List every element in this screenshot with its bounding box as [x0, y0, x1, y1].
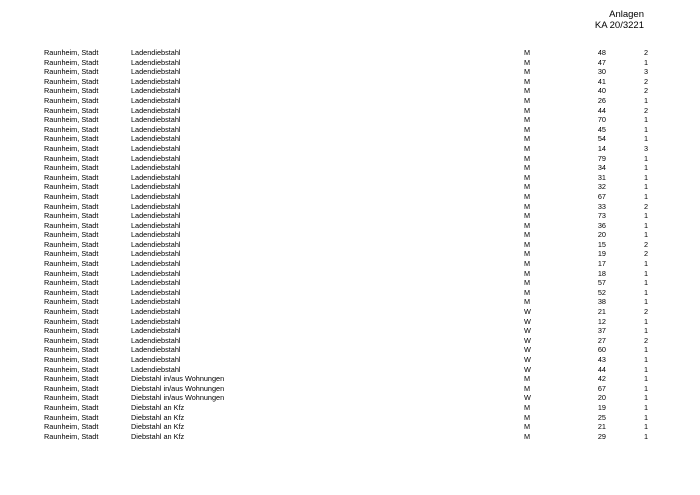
table-row [44, 211, 648, 221]
table-row [44, 365, 648, 375]
municipality-cell: Raunheim, Stadt [44, 364, 99, 374]
count-cell: 2 [643, 105, 648, 115]
sex-cell: M [524, 143, 531, 153]
age-cell: 73 [597, 211, 606, 221]
count-cell: 1 [643, 134, 648, 144]
table-row [44, 221, 648, 231]
offense-cell: Diebstahl an Kfz [131, 412, 185, 422]
sex-cell: W [524, 307, 531, 317]
municipality-cell: Raunheim, Stadt [44, 230, 99, 240]
offense-cell: Ladendiebstahl [131, 230, 181, 240]
offense-cell: Diebstahl in/aus Wohnungen [131, 374, 225, 384]
count-cell: 1 [643, 402, 648, 412]
table-row [44, 393, 648, 403]
offense-cell: Diebstahl in/aus Wohnungen [131, 393, 225, 403]
count-cell: 1 [643, 172, 648, 182]
sex-cell: M [524, 220, 531, 230]
age-cell: 31 [597, 172, 606, 182]
table-row [44, 115, 648, 125]
age-cell: 60 [597, 345, 606, 355]
age-cell: 14 [597, 143, 606, 153]
sex-cell: M [524, 249, 531, 259]
municipality-cell: Raunheim, Stadt [44, 316, 99, 326]
offense-cell: Ladendiebstahl [131, 57, 181, 67]
age-cell: 19 [597, 402, 606, 412]
table-row [44, 106, 648, 116]
offense-cell: Ladendiebstahl [131, 211, 181, 221]
sex-cell: M [524, 402, 531, 412]
table-row [44, 278, 648, 288]
count-cell: 1 [643, 211, 648, 221]
count-cell: 1 [643, 383, 648, 393]
offense-table [44, 48, 648, 441]
offense-cell: Ladendiebstahl [131, 76, 181, 86]
age-cell: 33 [597, 201, 606, 211]
offense-cell: Ladendiebstahl [131, 249, 181, 259]
count-cell: 2 [643, 307, 648, 317]
count-cell: 1 [643, 115, 648, 125]
age-cell: 70 [597, 115, 606, 125]
sex-cell: M [524, 163, 531, 173]
age-cell: 15 [597, 239, 606, 249]
age-cell: 67 [597, 191, 606, 201]
age-cell: 48 [597, 48, 606, 57]
table-row [44, 144, 648, 154]
offense-cell: Diebstahl in/aus Wohnungen [131, 383, 225, 393]
table-row [44, 58, 648, 68]
municipality-cell: Raunheim, Stadt [44, 48, 99, 57]
count-cell: 2 [643, 86, 648, 96]
offense-cell: Ladendiebstahl [131, 115, 181, 125]
count-cell: 1 [643, 287, 648, 297]
offense-cell: Ladendiebstahl [131, 143, 181, 153]
offense-cell: Ladendiebstahl [131, 278, 181, 288]
table-row [44, 384, 648, 394]
municipality-cell: Raunheim, Stadt [44, 239, 99, 249]
sex-cell: M [524, 95, 531, 105]
sex-cell: M [524, 230, 531, 240]
municipality-cell: Raunheim, Stadt [44, 143, 99, 153]
municipality-cell: Raunheim, Stadt [44, 335, 99, 345]
municipality-cell: Raunheim, Stadt [44, 383, 99, 393]
table-row [44, 326, 648, 336]
sex-cell: M [524, 67, 531, 77]
table-row [44, 230, 648, 240]
count-cell: 1 [643, 182, 648, 192]
age-cell: 27 [597, 335, 606, 345]
age-cell: 30 [597, 67, 606, 77]
table-row [44, 77, 648, 87]
count-cell: 1 [643, 230, 648, 240]
sex-cell: M [524, 239, 531, 249]
age-cell: 20 [597, 230, 606, 240]
count-cell: 1 [643, 422, 648, 432]
municipality-cell: Raunheim, Stadt [44, 297, 99, 307]
count-cell: 1 [643, 124, 648, 134]
municipality-cell: Raunheim, Stadt [44, 57, 99, 67]
sex-cell: M [524, 134, 531, 144]
sex-cell: M [524, 57, 531, 67]
count-cell: 1 [643, 95, 648, 105]
sex-cell: M [524, 76, 531, 86]
table-row [44, 288, 648, 298]
offense-cell: Diebstahl an Kfz [131, 431, 185, 441]
table-row [44, 403, 648, 413]
count-cell: 1 [643, 345, 648, 355]
age-cell: 52 [597, 287, 606, 297]
sex-cell: M [524, 268, 531, 278]
municipality-cell: Raunheim, Stadt [44, 220, 99, 230]
count-cell: 3 [643, 67, 648, 77]
count-cell: 1 [643, 163, 648, 173]
table-row [44, 67, 648, 77]
age-cell: 41 [597, 76, 606, 86]
table-row [44, 173, 648, 183]
offense-cell: Ladendiebstahl [131, 297, 181, 307]
offense-cell: Diebstahl an Kfz [131, 402, 185, 412]
age-cell: 42 [597, 374, 606, 384]
count-cell: 2 [643, 249, 648, 259]
sex-cell: M [524, 412, 531, 422]
municipality-cell: Raunheim, Stadt [44, 374, 99, 384]
table-row [44, 307, 648, 317]
offense-cell: Ladendiebstahl [131, 316, 181, 326]
age-cell: 26 [597, 95, 606, 105]
sex-cell: M [524, 105, 531, 115]
municipality-cell: Raunheim, Stadt [44, 345, 99, 355]
municipality-cell: Raunheim, Stadt [44, 259, 99, 269]
offense-cell: Ladendiebstahl [131, 105, 181, 115]
count-cell: 2 [643, 76, 648, 86]
municipality-cell: Raunheim, Stadt [44, 201, 99, 211]
offense-table-body [44, 48, 648, 441]
age-cell: 37 [597, 326, 606, 336]
offense-cell: Ladendiebstahl [131, 48, 181, 57]
sex-cell: M [524, 124, 531, 134]
table-row [44, 125, 648, 135]
municipality-cell: Raunheim, Stadt [44, 287, 99, 297]
sex-cell: M [524, 374, 531, 384]
count-cell: 2 [643, 335, 648, 345]
age-cell: 21 [597, 422, 606, 432]
age-cell: 32 [597, 182, 606, 192]
count-cell: 1 [643, 278, 648, 288]
count-cell: 1 [643, 268, 648, 278]
offense-cell: Ladendiebstahl [131, 153, 181, 163]
age-cell: 47 [597, 57, 606, 67]
count-cell: 1 [643, 355, 648, 364]
sex-cell: M [524, 172, 531, 182]
count-cell: 1 [643, 297, 648, 307]
table-row [44, 259, 648, 269]
age-cell: 45 [597, 124, 606, 134]
sex-cell: M [524, 211, 531, 221]
count-cell: 1 [643, 191, 648, 201]
age-cell: 67 [597, 383, 606, 393]
sex-cell: W [524, 345, 531, 355]
age-cell: 12 [597, 316, 606, 326]
offense-cell: Ladendiebstahl [131, 220, 181, 230]
municipality-cell: Raunheim, Stadt [44, 191, 99, 201]
sex-cell: W [524, 364, 531, 374]
sex-cell: M [524, 431, 531, 441]
document-header [595, 9, 644, 31]
municipality-cell: Raunheim, Stadt [44, 355, 99, 364]
count-cell: 2 [643, 239, 648, 249]
municipality-cell: Raunheim, Stadt [44, 412, 99, 422]
municipality-cell: Raunheim, Stadt [44, 211, 99, 221]
municipality-cell: Raunheim, Stadt [44, 163, 99, 173]
sex-cell: M [524, 422, 531, 432]
municipality-cell: Raunheim, Stadt [44, 402, 99, 412]
sex-cell: M [524, 259, 531, 269]
age-cell: 25 [597, 412, 606, 422]
offense-cell: Ladendiebstahl [131, 201, 181, 211]
age-cell: 54 [597, 134, 606, 144]
table-row [44, 413, 648, 423]
age-cell: 79 [597, 153, 606, 163]
table-row [44, 192, 648, 202]
municipality-cell: Raunheim, Stadt [44, 172, 99, 182]
offense-cell: Ladendiebstahl [131, 182, 181, 192]
table-row [44, 345, 648, 355]
count-cell: 1 [643, 57, 648, 67]
age-cell: 44 [597, 364, 606, 374]
sex-cell: M [524, 115, 531, 125]
municipality-cell: Raunheim, Stadt [44, 124, 99, 134]
offense-cell: Ladendiebstahl [131, 268, 181, 278]
offense-cell: Ladendiebstahl [131, 163, 181, 173]
table-row [44, 48, 648, 58]
age-cell: 36 [597, 220, 606, 230]
age-cell: 29 [597, 431, 606, 441]
table-row [44, 240, 648, 250]
offense-cell: Ladendiebstahl [131, 345, 181, 355]
header-annex-label: Anlagen [609, 9, 644, 20]
table-row [44, 297, 648, 307]
offense-cell: Ladendiebstahl [131, 191, 181, 201]
offense-cell: Ladendiebstahl [131, 239, 181, 249]
sex-cell: W [524, 355, 531, 364]
offense-cell: Ladendiebstahl [131, 67, 181, 77]
offense-cell: Ladendiebstahl [131, 86, 181, 96]
offense-cell: Ladendiebstahl [131, 326, 181, 336]
count-cell: 1 [643, 220, 648, 230]
municipality-cell: Raunheim, Stadt [44, 95, 99, 105]
count-cell: 1 [643, 259, 648, 269]
table-row [44, 202, 648, 212]
count-cell: 1 [643, 412, 648, 422]
count-cell: 1 [643, 326, 648, 336]
offense-cell: Ladendiebstahl [131, 307, 181, 317]
table-row [44, 374, 648, 384]
age-cell: 38 [597, 297, 606, 307]
count-cell: 3 [643, 143, 648, 153]
municipality-cell: Raunheim, Stadt [44, 268, 99, 278]
sex-cell: M [524, 86, 531, 96]
age-cell: 18 [597, 268, 606, 278]
sex-cell: M [524, 287, 531, 297]
municipality-cell: Raunheim, Stadt [44, 76, 99, 86]
table-row [44, 86, 648, 96]
municipality-cell: Raunheim, Stadt [44, 115, 99, 125]
age-cell: 43 [597, 355, 606, 364]
sex-cell: W [524, 393, 531, 403]
offense-cell: Ladendiebstahl [131, 287, 181, 297]
sex-cell: M [524, 191, 531, 201]
count-cell: 1 [643, 374, 648, 384]
municipality-cell: Raunheim, Stadt [44, 307, 99, 317]
age-cell: 17 [597, 259, 606, 269]
municipality-cell: Raunheim, Stadt [44, 67, 99, 77]
sex-cell: M [524, 153, 531, 163]
table-row [44, 134, 648, 144]
table-row [44, 163, 648, 173]
sex-cell: W [524, 326, 531, 336]
count-cell: 1 [643, 431, 648, 441]
table-row [44, 355, 648, 365]
municipality-cell: Raunheim, Stadt [44, 105, 99, 115]
offense-cell: Ladendiebstahl [131, 259, 181, 269]
offense-cell: Diebstahl an Kfz [131, 422, 185, 432]
offense-cell: Ladendiebstahl [131, 355, 181, 364]
municipality-cell: Raunheim, Stadt [44, 182, 99, 192]
sex-cell: M [524, 383, 531, 393]
age-cell: 34 [597, 163, 606, 173]
table-row [44, 269, 648, 279]
age-cell: 19 [597, 249, 606, 259]
age-cell: 20 [597, 393, 606, 403]
count-cell: 1 [643, 316, 648, 326]
age-cell: 44 [597, 105, 606, 115]
count-cell: 1 [643, 364, 648, 374]
count-cell: 2 [643, 48, 648, 57]
age-cell: 57 [597, 278, 606, 288]
table-row [44, 432, 648, 442]
municipality-cell: Raunheim, Stadt [44, 134, 99, 144]
sex-cell: M [524, 201, 531, 211]
offense-cell: Ladendiebstahl [131, 172, 181, 182]
municipality-cell: Raunheim, Stadt [44, 86, 99, 96]
offense-cell: Ladendiebstahl [131, 124, 181, 134]
municipality-cell: Raunheim, Stadt [44, 278, 99, 288]
table-row [44, 422, 648, 432]
table-row [44, 317, 648, 327]
municipality-cell: Raunheim, Stadt [44, 153, 99, 163]
sex-cell: M [524, 48, 531, 57]
sex-cell: M [524, 182, 531, 192]
sex-cell: M [524, 278, 531, 288]
municipality-cell: Raunheim, Stadt [44, 326, 99, 336]
count-cell: 1 [643, 153, 648, 163]
sex-cell: W [524, 335, 531, 345]
age-cell: 40 [597, 86, 606, 96]
count-cell: 1 [643, 393, 648, 403]
table-row [44, 249, 648, 259]
header-document-number: KA 20/3221 [594, 20, 644, 31]
count-cell: 2 [643, 201, 648, 211]
offense-cell: Ladendiebstahl [131, 134, 181, 144]
offense-cell: Ladendiebstahl [131, 364, 181, 374]
offense-cell: Ladendiebstahl [131, 95, 181, 105]
table-row [44, 96, 648, 106]
municipality-cell: Raunheim, Stadt [44, 393, 99, 403]
sex-cell: W [524, 316, 531, 326]
offense-cell: Ladendiebstahl [131, 335, 181, 345]
table-row [44, 154, 648, 164]
table-row [44, 336, 648, 346]
table-row [44, 182, 648, 192]
municipality-cell: Raunheim, Stadt [44, 431, 99, 441]
municipality-cell: Raunheim, Stadt [44, 422, 99, 432]
age-cell: 21 [597, 307, 606, 317]
sex-cell: M [524, 297, 531, 307]
municipality-cell: Raunheim, Stadt [44, 249, 99, 259]
